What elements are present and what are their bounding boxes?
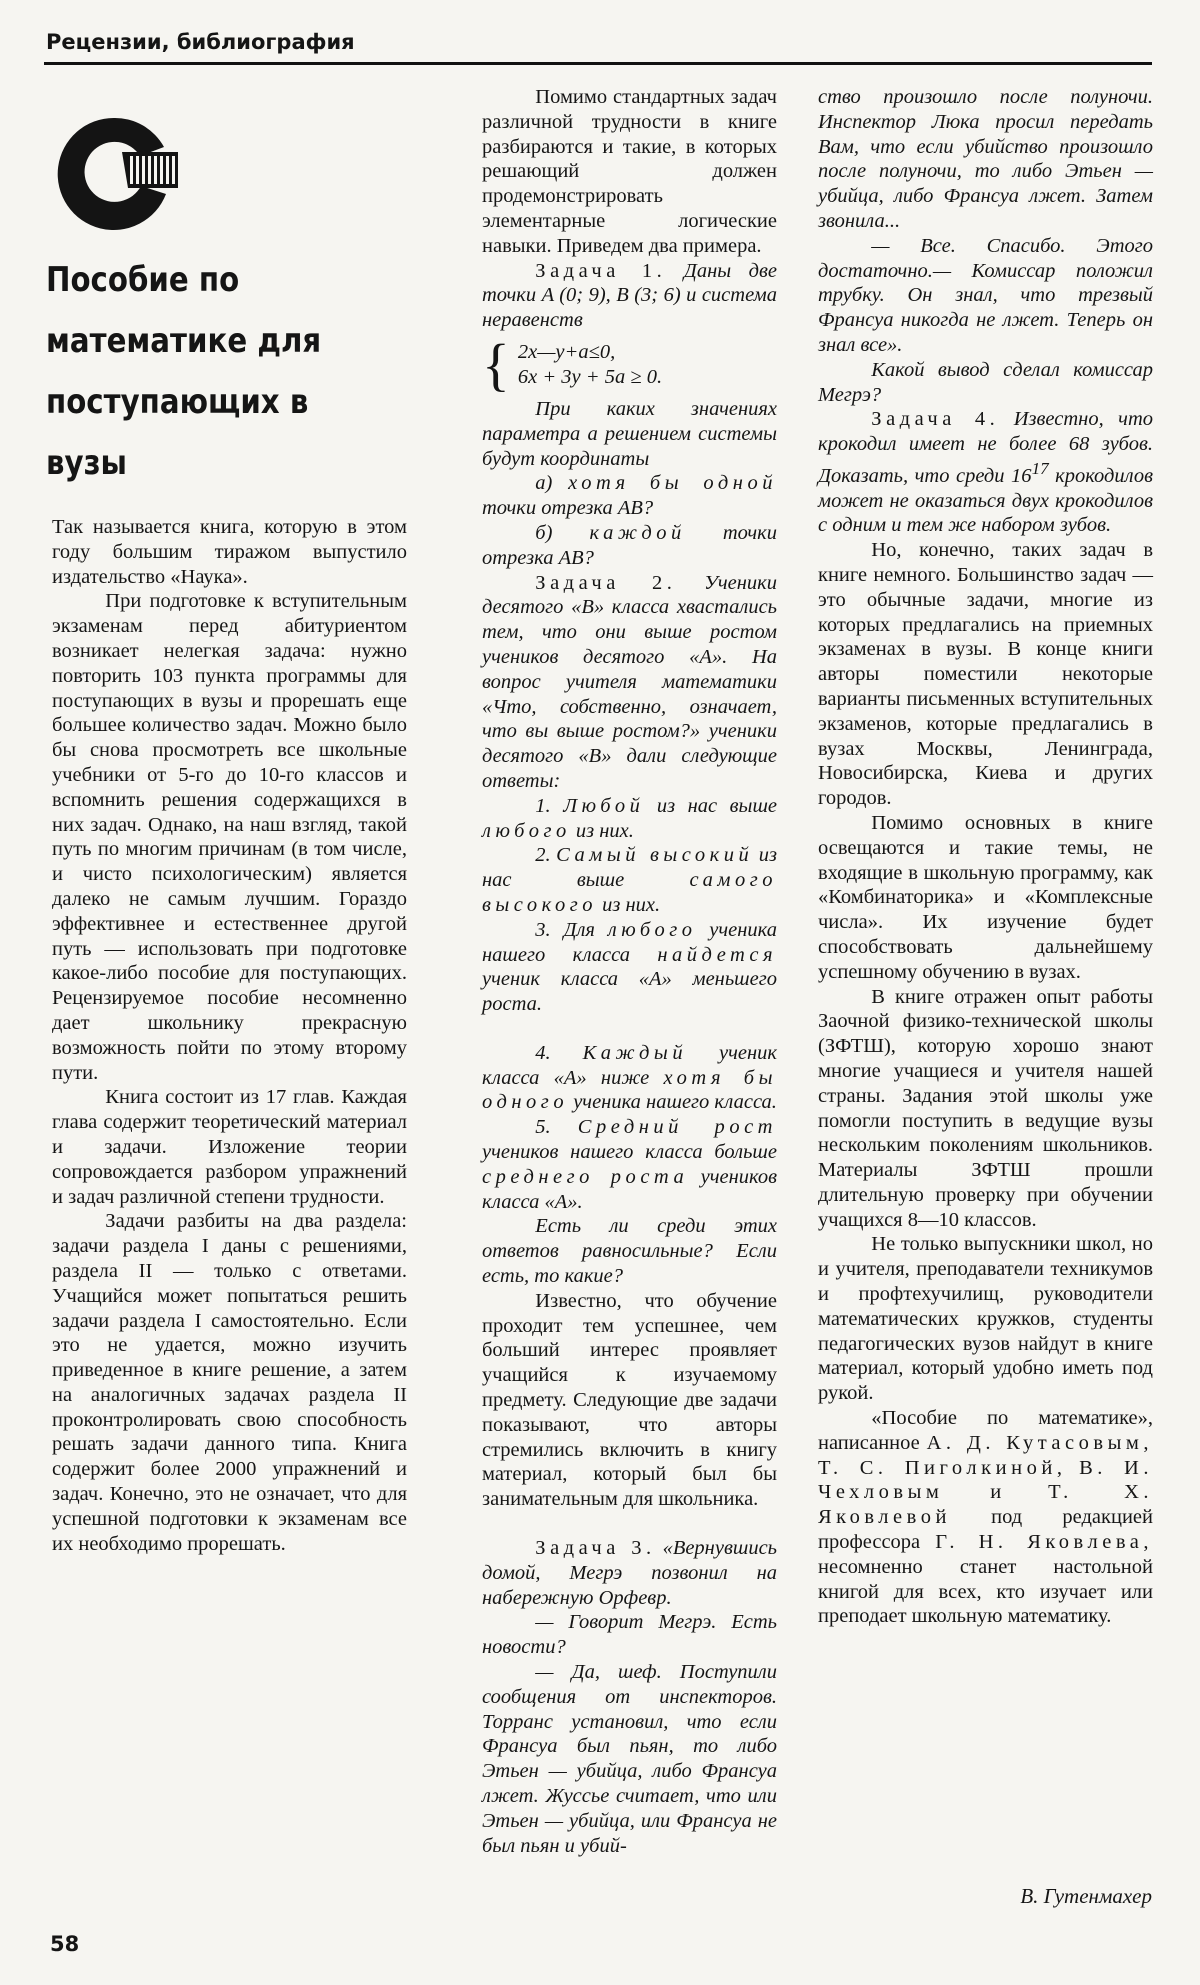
item-emphasis: любого — [607, 918, 697, 941]
author-name: А. Д. Кутасовым, — [926, 1431, 1153, 1454]
column-3 — [818, 85, 1153, 1629]
column-1 — [52, 515, 407, 1556]
answer-item — [482, 1041, 777, 1115]
problem-label: Задача 2. — [535, 571, 677, 594]
answer-item — [482, 1115, 777, 1214]
problem-text: Ученики десятого «В» класса хвастались тем, что они выше ростом учеников десятого «А». На вопрос учителя математики «Что, собственно, означает, что вы выше ростом?» ученики десятого «В» дали следующие ответы: — [482, 571, 777, 792]
item-text: точки отрезка AB? — [482, 497, 654, 520]
item-prefix: б) — [535, 521, 553, 544]
paragraph: В книге отражен опыт работы Заочной физико-технической школы (ЗФТШ), которую хорошо знают многие учащиеся и учителя нашей страны. Задания этой школы уже помогли поступить в ведущие вузы нескольким поколениям школьников. Материалы ЗФТШ прошли длительную проверку при обучении учащихся 8—10 классов. — [818, 985, 1153, 1231]
exponent: 17 — [1031, 458, 1049, 478]
problem-label: Задача 1. — [535, 259, 667, 282]
problem-text-part: Известно, что крокодил имеет не более 68 зубов. Доказать, что среди 16 — [818, 408, 1154, 487]
item-text: ученика нашего класса — [482, 918, 777, 966]
item-text: ученик класса «А» ниже — [482, 1041, 778, 1089]
dialogue-line: — Да, шеф. Поступили сообщения от инспекторов. Торранс установил, что если Франсуа был пьян, то либо Этьен — убийца, либо Франсуа лжет. Жуссье считает, что или Этьен — убийца, или Франсуа не был пьян и убий- — [482, 1661, 777, 1857]
editor-name: Г. Н. Яковлева, — [935, 1531, 1153, 1554]
paragraph: Не только выпускники школ, но и учителя, преподаватели техникумов и профтехучилищ, руководители математических кружков, студенты педагогических вузов найдут в книге материал, который удобно иметь под рукой. — [818, 1233, 1153, 1405]
problem-question: Есть ли среди этих ответов равносильные? Если есть, то какие? — [482, 1215, 777, 1288]
problem-question: При каких значениях параметра a решением системы будут координаты — [482, 397, 777, 470]
item-prefix: а) — [535, 472, 553, 495]
dialogue-line: — Все. Спасибо. Этого достаточно.— Комиссар положил трубку. Он знал, что трезвый Франсуа никогда не лжет. Теперь он знал все». — [818, 234, 1153, 356]
item-emphasis: Любой — [563, 794, 645, 817]
column-2 — [482, 85, 777, 1858]
problem-1 — [482, 259, 777, 333]
equation-line: 2x—y+a≤0, — [517, 341, 616, 364]
brace-glyph: { — [482, 331, 510, 397]
paragraph-authors — [818, 1406, 1153, 1629]
equation-line: 6x + 3y + 5a ≥ 0. — [517, 365, 663, 388]
problem-text-part: крокодилов может не оказаться двух крокодилов с одним и тем же набором зубов. — [818, 464, 1153, 537]
answer-item — [482, 794, 777, 844]
item-emphasis: Каждый — [582, 1041, 688, 1064]
review-signature: В. Гутенмахер — [1020, 1884, 1152, 1908]
problem-label: Задача 4. — [871, 408, 1000, 431]
item-emphasis: самого высокого — [482, 869, 777, 916]
item-text: из нас выше — [656, 794, 778, 817]
item-text: учеников класса «А». — [482, 1165, 778, 1213]
item-prefix: 1. — [535, 794, 551, 817]
paragraph: Известно, что обучение проходит тем успешнее, чем больший интерес проявляет учащийся к изучаемому предмету. Следующие две задачи показывают, что авторы стремились включить в книгу материал, который был бы занимательным для школьника. — [482, 1289, 777, 1511]
inequality-system — [482, 331, 777, 397]
problem-2 — [482, 571, 777, 794]
paragraph: Помимо основных в книге освещаются и такие темы, не входящие в школьную программу, как «Комбинаторика» и «Комплексные числа». Их изучение будет способствовать дальнейшему успешному обучению в вузах. — [818, 811, 1153, 983]
header-rule — [44, 62, 1152, 65]
item-text: точки отрезка AB? — [482, 521, 778, 569]
item-emphasis: каждой — [589, 521, 686, 544]
item-text: из них. — [602, 893, 661, 916]
author-name: Т. С. Пиголкиной, — [818, 1456, 1067, 1479]
item-emphasis: Самый высокий — [556, 844, 754, 867]
problem-text: «Вернувшись домой, Мегрэ позвонил на набережную Орфевр. — [482, 1537, 778, 1609]
problem-question: Какой вывод сделал комиссар Мегрэ? — [818, 358, 1153, 406]
section-rubric: Рецензии, библиография — [46, 30, 355, 54]
item-prefix: 4. — [535, 1041, 551, 1064]
dialogue-line: ство произошло после полуночи. Инспектор Люка просил передать Вам, что если убийство произошло после полуночи, то либо Этьен — убийца, либо Франсуа лжет. Затем звонила... — [818, 86, 1153, 232]
page-number: 58 — [50, 1932, 80, 1956]
item-prefix: 2. — [535, 844, 551, 867]
item-text: ученика нашего класса. — [573, 1091, 777, 1114]
item-text: из них. — [575, 819, 634, 842]
problem-item — [482, 521, 777, 571]
problem-text: Даны две точки A (0; 9), B (3; 6) и система неравенств — [482, 259, 778, 332]
problem-item — [482, 471, 777, 521]
author-name: В. И. Чехловым — [818, 1456, 1154, 1504]
paragraph: Помимо стандартных задач различной трудности в книге разбираются и такие, в которых решающий должен продемонстрировать элементарные логические навыки. Приведем два примера. — [482, 86, 777, 257]
answer-item — [482, 843, 777, 917]
item-prefix: 5. — [535, 1116, 551, 1139]
item-emphasis: хотя бы одного — [482, 1066, 777, 1114]
author-name: Т. Х. Яковлевой — [818, 1481, 1154, 1529]
problem-4 — [818, 407, 1153, 538]
text-part: и — [990, 1481, 1002, 1504]
item-emphasis: любого — [482, 819, 571, 842]
paragraph: Так называется книга, которую в этом году большим тиражом выпустило издательство «Наука». — [52, 516, 407, 588]
paragraph: При подготовке к вступительным экзаменам перед абитуриентом возникает нелегкая задача: нужно повторить 103 пункта программы для поступающих в вузы и прорешать еще большее количество задач. Можно было бы снова просмотреть все школьные учебники от 5-го до 10-го классов и вспомнить решения содержащихся в них задач. Однако, на наш взгляд, такой путь по многим причинам (в том числе, и чисто психологическим) является далеко не самым лучшим. Гораздо эффективнее и естественнее другой путь — использовать при подготовке какое-либо пособие для поступающих. Рецензируемое пособие несомненно дает школьнику прекрасную возможность пойти по этому второму пути. — [52, 590, 407, 1084]
problem-label: Задача 3. — [535, 1537, 656, 1560]
text-part: «Пособие по математике», написанное — [818, 1407, 1153, 1454]
article-title: Пособие по математике для поступающих в вузы — [46, 260, 322, 483]
item-emphasis: найдется — [657, 943, 777, 966]
answer-item — [482, 918, 777, 1017]
item-prefix: 3. Для — [535, 918, 595, 941]
paragraph: Задачи разбиты на два раздела: задачи раздела I даны с решениями, раздела II — только с ответами. Учащийся может попытаться решить задачи раздела I самостоятельно. Если это не удается, можно изучить приведенное в книге решение, а затем на аналогичных задачах раздела II проконтролировать свою способность решать задачи данного типа. Книга содержит более 2000 упражнений и задач. Конечно, это не означает, что для успешной подготовки к экзаменам все их необходимо прорешать. — [52, 1210, 407, 1555]
paragraph: Но, конечно, таких задач в книге немного. Большинство задач — это обычные задачи, многие из которых предлагались на приемных экзаменах в вузы. В конце книги авторы поместили некоторые варианты письменных вступительных экзаменов, которые предлагались в вузах Москвы, Ленинграда, Новосибирска, Киева и других городов. — [818, 539, 1153, 810]
text-part: несомненно станет настольной книгой для всех, кто изучает или преподает школьную математику. — [818, 1555, 1153, 1628]
item-emphasis: среднего роста — [482, 1165, 689, 1188]
item-text: из нас выше — [482, 844, 777, 892]
problem-3 — [482, 1536, 777, 1610]
item-emphasis: Средний рост — [577, 1116, 777, 1139]
rubric-emblem-icon — [44, 112, 184, 232]
item-text: ученик класса «А» меньшего роста. — [482, 968, 777, 1016]
dialogue-line: — Говорит Мегрэ. Есть новости? — [482, 1611, 777, 1659]
text-part: под редакцией профессора — [818, 1506, 1154, 1554]
item-text: учеников нашего класса больше — [482, 1141, 777, 1164]
item-emphasis: хотя бы одной — [568, 472, 777, 495]
paragraph: Книга состоит из 17 глав. Каждая глава содержит теоретический материал и задачи. Изложение теории сопровождается разбором упражнений и задач различной степени трудности. — [52, 1086, 407, 1208]
